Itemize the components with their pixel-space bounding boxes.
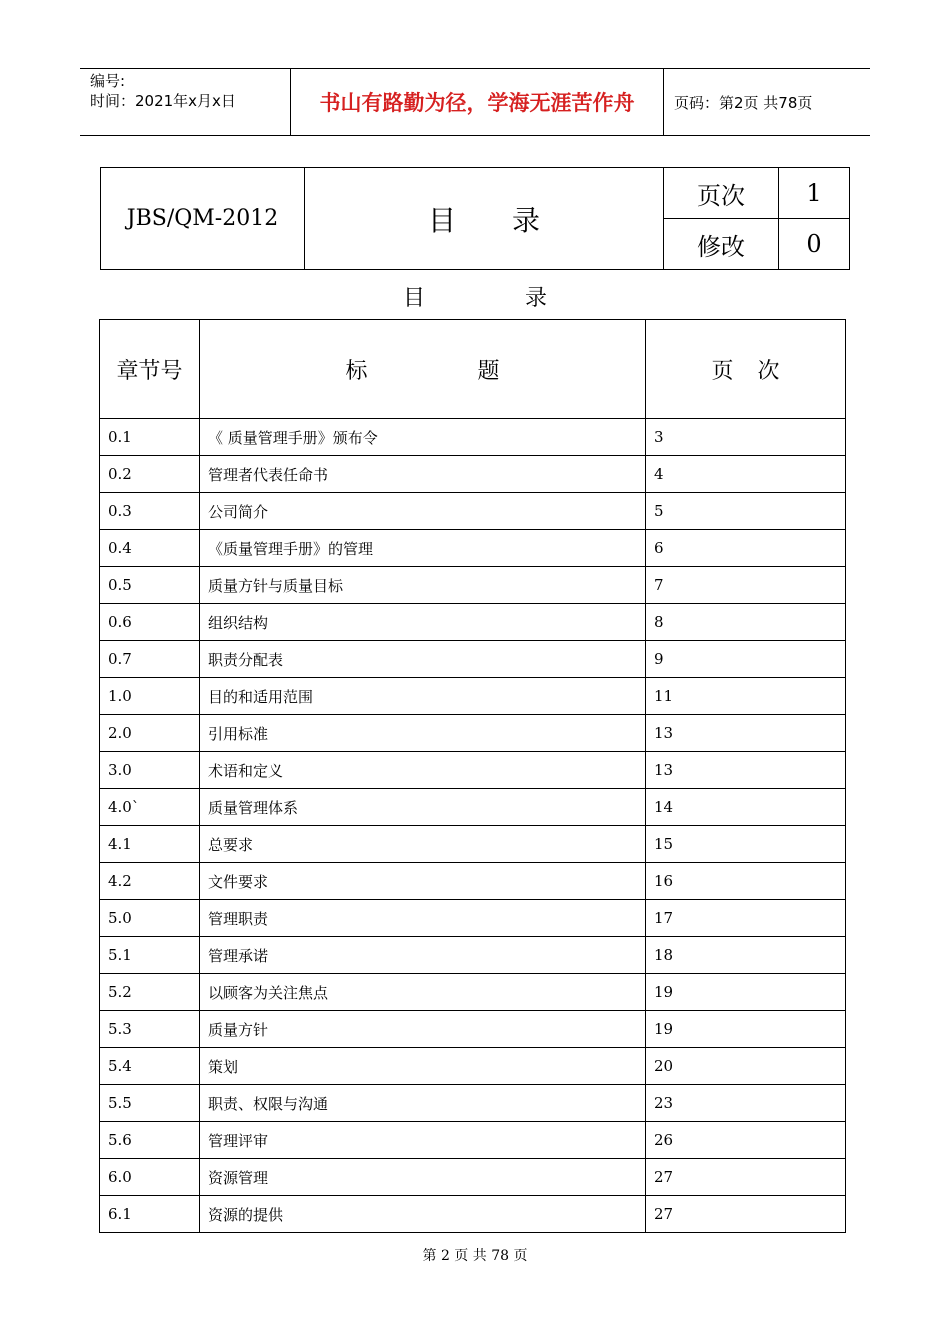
toc-page-cell: 3 [646, 419, 846, 456]
toc-section-cell: 5.6 [100, 1122, 200, 1159]
toc-title-cell: 以顾客为关注焦点 [200, 974, 646, 1011]
toc-title-cell: 管理者代表任命书 [200, 456, 646, 493]
toc-page-cell: 6 [646, 530, 846, 567]
toc-title-cell: 质量方针与质量目标 [200, 567, 646, 604]
toc-page-cell: 9 [646, 641, 846, 678]
toc-title-cell: 目的和适用范围 [200, 678, 646, 715]
col-page-header [646, 320, 846, 419]
toc-page-cell: 19 [646, 974, 846, 1011]
toc-title-cell: 质量方针 [200, 1011, 646, 1048]
toc-section-cell: 0.2 [100, 456, 200, 493]
toc-title-cell: 管理评审 [200, 1122, 646, 1159]
toc-title-cell: 职责、权限与沟通 [200, 1085, 646, 1122]
doc-title-part2: 录 [512, 203, 541, 237]
table-row [100, 826, 846, 863]
col-section-header: 章节号 [100, 320, 200, 419]
toc-page-cell: 5 [646, 493, 846, 530]
document-title-block [100, 167, 850, 270]
toc-section-cell: 3.0 [100, 752, 200, 789]
toc-section-cell: 4.1 [100, 826, 200, 863]
table-row [100, 604, 846, 641]
toc-title-cell: 策划 [200, 1048, 646, 1085]
col-page-part1: 页 [711, 358, 734, 384]
toc-section-cell: 4.2 [100, 863, 200, 900]
revision-label: 修改 [664, 219, 779, 270]
table-row [100, 530, 846, 567]
toc-page-cell: 14 [646, 789, 846, 826]
toc-title-cell: 管理承诺 [200, 937, 646, 974]
toc-section-cell: 2.0 [100, 715, 200, 752]
table-row [100, 419, 846, 456]
page-value: 1 [779, 168, 850, 219]
toc-page-cell: 23 [646, 1085, 846, 1122]
toc-section-cell: 0.1 [100, 419, 200, 456]
doc-title-part1: 目 [427, 203, 456, 237]
doc-title [305, 168, 664, 270]
toc-title-cell: 总要求 [200, 826, 646, 863]
col-title-part2: 题 [477, 358, 500, 384]
toc-page-cell: 4 [646, 456, 846, 493]
col-title-header [200, 320, 646, 419]
toc-title-cell: 《 质量管理手册》颁布令 [200, 419, 646, 456]
revision-value: 0 [779, 219, 850, 270]
table-row [100, 974, 846, 1011]
toc-title-cell: 术语和定义 [200, 752, 646, 789]
table-row [100, 863, 846, 900]
toc-section-cell: 5.3 [100, 1011, 200, 1048]
toc-section-cell: 4.0` [100, 789, 200, 826]
toc-title-cell: 公司简介 [200, 493, 646, 530]
table-row [100, 678, 846, 715]
doc-time-label: 时间：2021年x月x日 [90, 92, 236, 110]
doc-code: JBS/QM-2012 [101, 168, 305, 270]
toc-table [99, 319, 846, 1233]
table-row [100, 789, 846, 826]
toc-page-cell: 15 [646, 826, 846, 863]
toc-title-cell: 职责分配表 [200, 641, 646, 678]
header-meta [80, 69, 291, 136]
toc-title-cell: 资源的提供 [200, 1196, 646, 1233]
table-row [100, 900, 846, 937]
toc-page-cell: 20 [646, 1048, 846, 1085]
table-row [100, 456, 846, 493]
toc-heading-part1: 目 [402, 286, 425, 311]
table-row [100, 567, 846, 604]
toc-title-cell: 文件要求 [200, 863, 646, 900]
toc-section-cell: 5.4 [100, 1048, 200, 1085]
toc-page-cell: 16 [646, 863, 846, 900]
toc-title-cell: 组织结构 [200, 604, 646, 641]
toc-section-cell: 5.5 [100, 1085, 200, 1122]
col-title-part1: 标 [345, 358, 368, 384]
toc-section-cell: 0.6 [100, 604, 200, 641]
toc-page-cell: 27 [646, 1159, 846, 1196]
toc-page-cell: 13 [646, 752, 846, 789]
toc-section-cell: 5.1 [100, 937, 200, 974]
header-motto: 书山有路勤为径，学海无涯苦作舟 [291, 69, 664, 136]
table-row [100, 493, 846, 530]
toc-page-cell: 19 [646, 1011, 846, 1048]
toc-heading [0, 281, 950, 312]
toc-section-cell: 0.5 [100, 567, 200, 604]
table-row [100, 1085, 846, 1122]
table-row [100, 752, 846, 789]
page-label: 页次 [664, 168, 779, 219]
table-row [100, 1122, 846, 1159]
toc-page-cell: 13 [646, 715, 846, 752]
toc-header-row [100, 320, 846, 419]
toc-title-cell: 资源管理 [200, 1159, 646, 1196]
page-header [80, 68, 870, 136]
toc-title-cell: 质量管理体系 [200, 789, 646, 826]
toc-title-cell: 引用标准 [200, 715, 646, 752]
header-page-info: 页码：第2页 共78页 [664, 69, 871, 136]
toc-section-cell: 1.0 [100, 678, 200, 715]
table-row [100, 1011, 846, 1048]
table-row [100, 1159, 846, 1196]
toc-section-cell: 0.7 [100, 641, 200, 678]
table-row [100, 937, 846, 974]
toc-section-cell: 6.0 [100, 1159, 200, 1196]
table-row [100, 1196, 846, 1233]
doc-number-label: 编号: [90, 72, 126, 90]
table-row [100, 1048, 846, 1085]
page-footer: 第 2 页 共 78 页 [422, 1248, 528, 1264]
toc-page-cell: 11 [646, 678, 846, 715]
toc-heading-part2: 录 [525, 286, 548, 311]
toc-title-cell: 管理职责 [200, 900, 646, 937]
toc-section-cell: 6.1 [100, 1196, 200, 1233]
toc-page-cell: 8 [646, 604, 846, 641]
toc-page-cell: 26 [646, 1122, 846, 1159]
toc-section-cell: 5.2 [100, 974, 200, 1011]
toc-page-cell: 17 [646, 900, 846, 937]
col-page-part2: 次 [757, 358, 780, 384]
toc-body [100, 419, 846, 1233]
table-row [100, 641, 846, 678]
toc-section-cell: 0.4 [100, 530, 200, 567]
toc-section-cell: 0.3 [100, 493, 200, 530]
toc-title-cell: 《质量管理手册》的管理 [200, 530, 646, 567]
toc-page-cell: 27 [646, 1196, 846, 1233]
toc-page-cell: 18 [646, 937, 846, 974]
table-row [100, 715, 846, 752]
toc-page-cell: 7 [646, 567, 846, 604]
toc-section-cell: 5.0 [100, 900, 200, 937]
